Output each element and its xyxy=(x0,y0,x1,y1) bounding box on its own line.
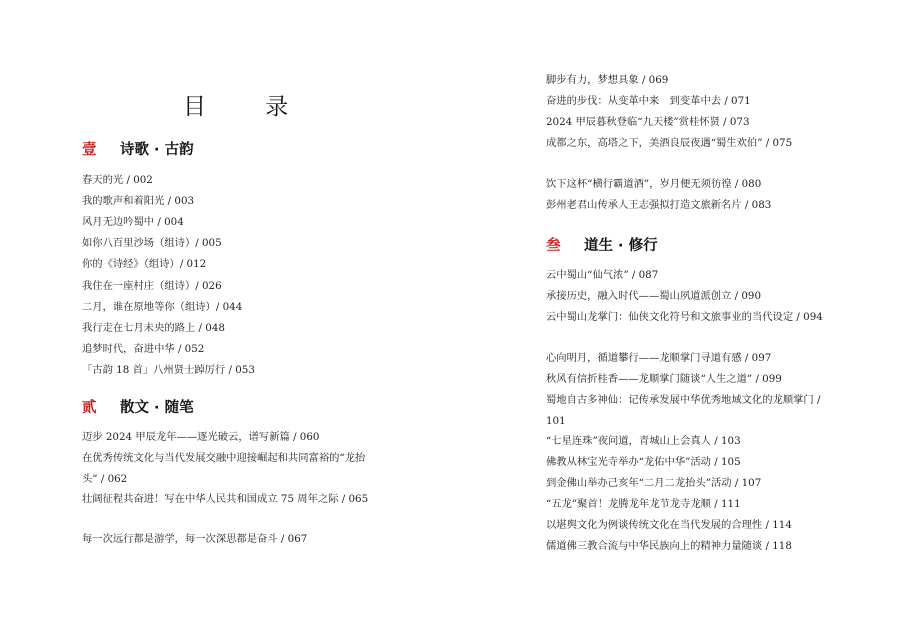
toc-entry[interactable]: 脚步有力，梦想具象 / 069 xyxy=(546,74,669,86)
toc-entry[interactable]: 承接历史，融入时代——蜀山夙道派创立 / 090 xyxy=(546,290,762,302)
section-heading-2 xyxy=(82,396,194,417)
section-title: 散文 · 随笔 xyxy=(120,400,194,416)
toc-entry[interactable]: 彭州老君山传承人王志强拟打造文旅新名片 / 083 xyxy=(546,199,772,211)
section-number: 壹 xyxy=(82,142,97,158)
toc-entry[interactable]: 追梦时代，奋进中华 / 052 xyxy=(82,343,205,355)
section-title: 诗歌 · 古韵 xyxy=(120,142,194,158)
toc-entry[interactable]: “七星连珠”夜问道，青城山上会真人 / 103 xyxy=(546,435,741,447)
toc-entry[interactable]: 2024 甲辰暮秋登临“九天楼”赏桂怀贤 / 073 xyxy=(546,116,750,128)
toc-entry[interactable]: 秋风有信折桂香——龙顺掌门随谈“人生之道” / 099 xyxy=(546,373,782,385)
toc-entry[interactable]: 饮下这杯“横行霸道酒”，岁月便无须彷徨 / 080 xyxy=(546,178,762,190)
toc-entry[interactable]: 迈步 2024 甲辰龙年——逐光破云，谱写新篇 / 060 xyxy=(82,431,320,443)
toc-entry[interactable]: 二月，谁在原地等你（组诗）/ 044 xyxy=(82,301,243,313)
toc-entry[interactable]: 成都之东，高塔之下，美酒良辰夜遇“蜀生欢伯” / 075 xyxy=(546,137,793,149)
section-heading-3 xyxy=(546,234,658,255)
toc-entry[interactable]: 佛教从林宝光寺举办“龙佑中华”活动 / 105 xyxy=(546,456,741,468)
toc-entry[interactable]: 风月无边吟蜀中 / 004 xyxy=(82,216,184,228)
toc-entry[interactable]: 以堪舆文化为例谈传统文化在当代发展的合理性 / 114 xyxy=(546,519,792,531)
toc-entry[interactable]: 每一次远行都是游学，每一次深思都是奋斗 / 067 xyxy=(82,533,308,545)
toc-entry[interactable]: 蜀地自古多神仙：记传承发展中华优秀地域文化的龙顺掌门 / 101 xyxy=(546,394,821,427)
toc-entry[interactable]: 心向明月，循道攀行——龙顺掌门寻道有感 / 097 xyxy=(546,352,772,364)
toc-entry[interactable]: 到金佛山举办己亥年“二月二龙抬头”活动 / 107 xyxy=(546,477,762,489)
section-number: 叁 xyxy=(546,238,561,254)
toc-entry[interactable]: 儒道佛三教合流与中华民族向上的精神力量随谈 / 118 xyxy=(546,540,792,552)
toc-entry[interactable]: 「古韵 18 首」八州贤士踔厉行 / 053 xyxy=(82,364,255,376)
page-title: 目 录 xyxy=(183,94,315,120)
toc-entry[interactable]: 云中蜀山“仙气浓” / 087 xyxy=(546,269,659,281)
section-title: 道生 · 修行 xyxy=(584,238,658,254)
section-heading-1 xyxy=(82,138,194,159)
toc-entry[interactable]: 云中蜀山龙掌门：仙侠文化符号和文旅事业的当代设定 / 094 xyxy=(546,311,823,323)
toc-entry[interactable]: “五龙”聚首！龙腾龙年龙节龙寺龙顺 / 111 xyxy=(546,498,741,510)
toc-entry[interactable]: 如你八百里沙场（组诗）/ 005 xyxy=(82,237,222,249)
toc-entry[interactable]: 我行走在七月未央的路上 / 048 xyxy=(82,322,225,334)
toc-entry[interactable]: 我的歌声和着阳光 / 003 xyxy=(82,195,195,207)
toc-entry[interactable]: 我住在一座村庄（组诗）/ 026 xyxy=(82,280,222,292)
toc-entry[interactable]: 你的《诗经》（组诗）/ 012 xyxy=(82,258,207,270)
toc-entry[interactable]: 在优秀传统文化与当代发展交融中迎接崛起和共同富裕的“龙抬头” / 062 xyxy=(82,452,366,485)
section-number: 贰 xyxy=(82,400,97,416)
toc-entry[interactable]: 奋进的步伐：从变革中来 到变革中去 / 071 xyxy=(546,95,751,107)
toc-entry[interactable]: 春天的光 / 002 xyxy=(82,174,153,186)
toc-entry[interactable]: 壮阔征程共奋进！写在中华人民共和国成立 75 周年之际 / 065 xyxy=(82,493,369,505)
